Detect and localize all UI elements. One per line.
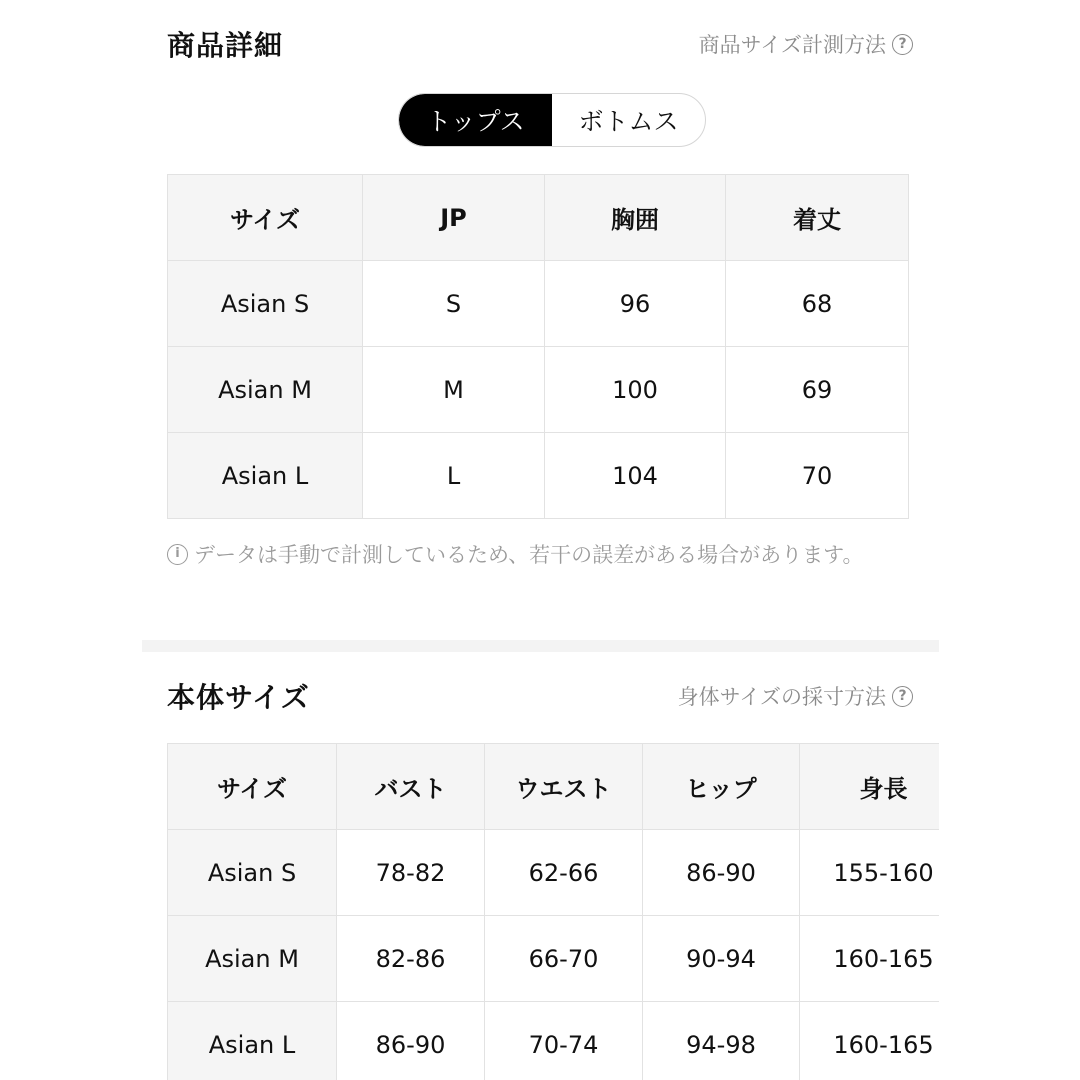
- header-length: 着丈: [726, 175, 909, 261]
- measurement-note: [167, 538, 907, 572]
- table-cell: 69: [726, 347, 909, 433]
- header-chest: 胸囲: [545, 175, 726, 261]
- product-size-table: [167, 174, 909, 519]
- info-circle-icon: i: [167, 544, 188, 565]
- table-cell: 104: [545, 433, 726, 519]
- table-cell: 160-165: [800, 916, 940, 1002]
- table-cell: M: [363, 347, 545, 433]
- table-cell: 82-86: [337, 916, 485, 1002]
- tab-bottoms[interactable]: ボトムス: [578, 107, 679, 136]
- table-header-row: [168, 744, 940, 830]
- table-cell: 160-165: [800, 1002, 940, 1080]
- table-cell: 86-90: [337, 1002, 485, 1080]
- table-row: [168, 261, 909, 347]
- table-cell: L: [363, 433, 545, 519]
- category-toggle: [398, 93, 706, 147]
- product-size-measure-label[interactable]: 商品サイズ計測方法: [698, 33, 886, 57]
- product-details-title: 商品詳細: [167, 29, 284, 62]
- body-size-header: [167, 676, 913, 716]
- header-size: サイズ: [168, 175, 363, 261]
- row-size-label: Asian L: [168, 433, 363, 519]
- header-waist: ウエスト: [485, 744, 643, 830]
- question-circle-icon[interactable]: ?: [892, 686, 913, 707]
- row-size-label: Asian S: [168, 830, 337, 916]
- table-cell: 70-74: [485, 1002, 643, 1080]
- table-header-row: [168, 175, 909, 261]
- product-details-header: [167, 24, 913, 64]
- header-height: 身長: [800, 744, 940, 830]
- body-size-table[interactable]: [167, 743, 939, 1080]
- table-cell: 90-94: [643, 916, 800, 1002]
- table-row: [168, 347, 909, 433]
- product-size-measure-link[interactable]: [699, 29, 913, 59]
- table-cell: 66-70: [485, 916, 643, 1002]
- body-size-section: [142, 652, 939, 1080]
- table-cell: 100: [545, 347, 726, 433]
- table-cell: 96: [545, 261, 726, 347]
- question-circle-icon[interactable]: ?: [892, 34, 913, 55]
- row-size-label: Asian M: [168, 916, 337, 1002]
- header-bust: バスト: [337, 744, 485, 830]
- table-row: [168, 1002, 940, 1080]
- section-divider: [142, 640, 939, 652]
- table-row: [168, 830, 940, 916]
- row-size-label: Asian L: [168, 1002, 337, 1080]
- body-measure-label[interactable]: 身体サイズの採寸方法: [677, 685, 886, 709]
- header-hip: ヒップ: [643, 744, 800, 830]
- table-cell: 94-98: [643, 1002, 800, 1080]
- table-cell: 70: [726, 433, 909, 519]
- table-cell: 78-82: [337, 830, 485, 916]
- measurement-note-text: データは手動で計測しているため、若干の誤差がある場合があります。: [194, 543, 864, 567]
- table-cell: S: [363, 261, 545, 347]
- header-size: サイズ: [168, 744, 337, 830]
- product-details-section: [142, 0, 939, 640]
- tab-tops[interactable]: トップス: [399, 94, 552, 146]
- row-size-label: Asian M: [168, 347, 363, 433]
- table-row: [168, 433, 909, 519]
- table-cell: 62-66: [485, 830, 643, 916]
- body-measure-link[interactable]: [678, 681, 913, 711]
- table-cell: 86-90: [643, 830, 800, 916]
- body-size-title: 本体サイズ: [167, 681, 310, 714]
- row-size-label: Asian S: [168, 261, 363, 347]
- table-cell: 68: [726, 261, 909, 347]
- table-cell: 155-160: [800, 830, 940, 916]
- header-jp: JP: [363, 175, 545, 261]
- table-row: [168, 916, 940, 1002]
